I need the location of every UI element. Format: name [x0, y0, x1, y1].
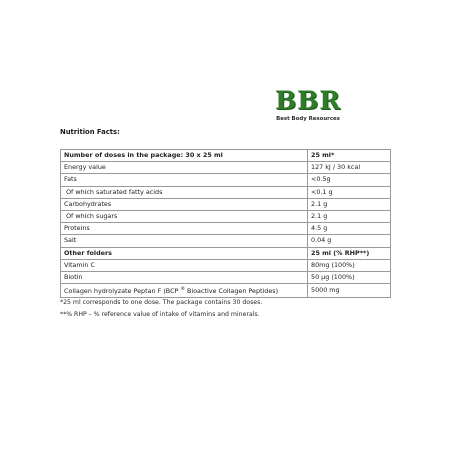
- footnote: *25 ml corresponds to one dose. The package contains 30 doses.: [60, 299, 263, 306]
- row-value: 50 μg (100%): [308, 271, 391, 283]
- table-row: [61, 198, 391, 210]
- row-label: Of which saturated fatty acids: [61, 186, 308, 198]
- row-label: Fats: [61, 174, 308, 186]
- table-row: [61, 174, 391, 186]
- table-row: [61, 150, 391, 162]
- footnote: **% RHP – % reference value of intake of vitamins and minerals.: [60, 311, 260, 318]
- table-row: [61, 259, 391, 271]
- row-label-part: Bioactive Collagen Peptides): [184, 287, 279, 296]
- table-row: [61, 162, 391, 174]
- registered-mark: ®: [180, 287, 185, 293]
- table-row: [61, 235, 391, 247]
- row-value: 80mg (100%): [308, 259, 391, 271]
- row-label-part: Collagen hydrolyzate Peptan F (BCP: [64, 287, 181, 296]
- row-label: [61, 284, 308, 298]
- row-label: Proteins: [61, 223, 308, 235]
- row-label: Of which sugars: [61, 210, 308, 222]
- footnotes: [60, 297, 262, 321]
- nutrition-table: [60, 149, 391, 298]
- row-value: 2.1 g: [308, 198, 391, 210]
- row-label: Carbohydrates: [61, 198, 308, 210]
- table-row: [61, 210, 391, 222]
- table-row: [61, 284, 391, 298]
- row-label: Vitamin C: [61, 259, 308, 271]
- row-value: 25 ml (% RHP**): [308, 247, 391, 259]
- logo-mark: BBR: [274, 86, 342, 115]
- row-value: 2.1 g: [308, 210, 391, 222]
- row-label: Other folders: [61, 247, 308, 259]
- row-value: 25 ml*: [308, 150, 391, 162]
- table-row: [61, 223, 391, 235]
- row-value: <0.5g: [308, 174, 391, 186]
- row-label: Energy value: [61, 162, 308, 174]
- row-label: Biotin: [61, 271, 308, 283]
- row-value: 127 kJ / 30 kcal: [308, 162, 391, 174]
- row-value: 0.04 g: [308, 235, 391, 247]
- row-label: Number of doses in the package: 30 x 25 ml: [61, 150, 308, 162]
- row-value: 4.5 g: [308, 223, 391, 235]
- row-value: 5000 mg: [308, 284, 391, 298]
- nutrition-facts-heading: Nutrition Facts:: [60, 128, 120, 136]
- table-row: [61, 247, 391, 259]
- table-row: [61, 186, 391, 198]
- table-row: [61, 271, 391, 283]
- brand-logo: [268, 88, 348, 122]
- row-value: <0.1 g: [308, 186, 391, 198]
- logo-tagline: Best Body Resources: [276, 116, 340, 122]
- row-label: Salt: [61, 235, 308, 247]
